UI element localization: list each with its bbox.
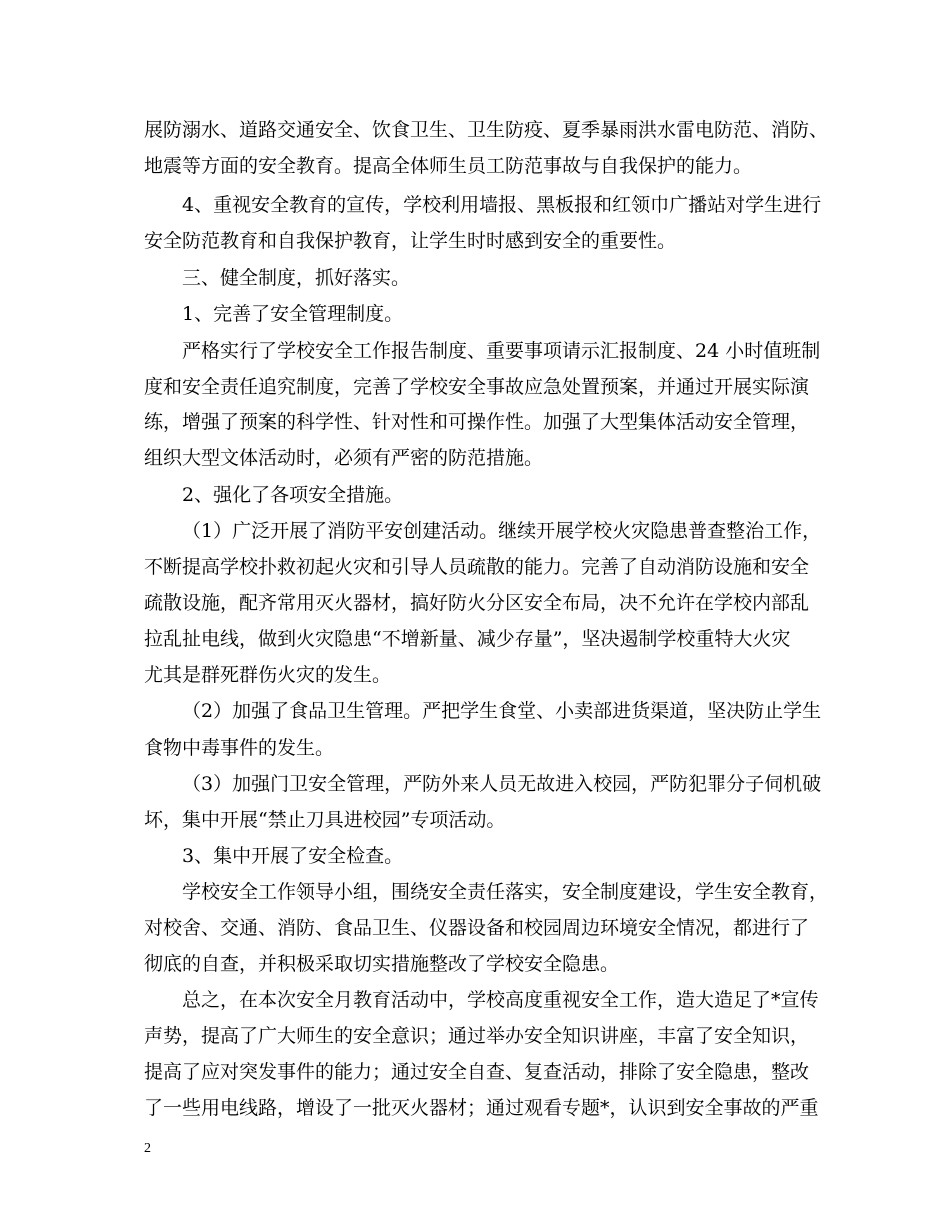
page-number: 2 [144, 1141, 151, 1156]
text-line: 疏散设施，配齐常用灭火器材，搞好防火分区安全布局，决不允许在学校内部乱 [144, 592, 810, 614]
text-line: 尤其是群死群伤火灾的发生。 [144, 664, 392, 686]
subsection-heading: 1、完善了安全管理制度。 [182, 303, 404, 325]
text-line: 坏，集中开展“禁止刀具进校园”专项活动。 [144, 809, 506, 831]
text-line: 安全防范教育和自我保护教育，让学生时时感到安全的重要性。 [144, 230, 677, 252]
text-line: 4、重视安全教育的宣传，学校利用墙报、黑板报和红领巾广播站对学生进行 [182, 194, 822, 216]
text-line: 不断提高学校扑救初起火灾和引导人员疏散的能力。完善了自动消防设施和安全 [144, 556, 810, 578]
text-line: 练，增强了预案的科学性、针对性和可操作性。加强了大型集体活动安全管理， [144, 411, 810, 433]
text-line: 严格实行了学校安全工作报告制度、重要事项请示汇报制度、24 小时值班制 [182, 340, 821, 362]
text-line: 学校安全工作领导小组，围绕安全责任落实，安全制度建设，学生安全教育， [182, 881, 829, 903]
text-line: 总之，在本次安全月教育活动中，学校高度重视安全工作，造大造足了*宣传 [182, 989, 819, 1011]
text-line: 提高了应对突发事件的能力；通过安全自查、复查活动，排除了安全隐患，整改 [144, 1061, 810, 1083]
text-line: 拉乱扯电线，做到火灾隐患“不增新量、减少存量”，坚决遏制学校重特大火灾 [144, 628, 791, 650]
text-line: 食物中毒事件的发生。 [144, 737, 335, 759]
text-line: （3）加强门卫安全管理，严防外来人员无故进入校园，严防犯罪分子伺机破 [182, 773, 822, 795]
subsection-heading: 2、强化了各项安全措施。 [182, 484, 404, 506]
text-line: 了一些用电线路，增设了一批灭火器材；通过观看专题*，认识到安全事故的严重 [144, 1097, 819, 1119]
section-heading: 三、健全制度，抓好落实。 [182, 267, 411, 289]
text-line: 地震等方面的安全教育。提高全体师生员工防范事故与自我保护的能力。 [144, 155, 753, 177]
text-line: 对校舍、交通、消防、食品卫生、仪器设备和校园周边环境安全情况，都进行了 [144, 917, 810, 939]
text-line: （1）广泛开展了消防平安创建活动。继续开展学校火灾隐患普查整治工作， [182, 520, 822, 542]
text-line: 声势，提高了广大师生的安全意识；通过举办安全知识讲座，丰富了安全知识， [144, 1025, 810, 1047]
text-line: 彻底的自查，并积极采取切实措施整改了学校安全隐患。 [144, 953, 620, 975]
text-line: （2）加强了食品卫生管理。严把学生食堂、小卖部进货渠道，坚决防止学生 [182, 700, 822, 722]
text-line: 展防溺水、道路交通安全、饮食卫生、卫生防疫、夏季暴雨洪水雷电防范、消防、 [144, 119, 829, 141]
subsection-heading: 3、集中开展了安全检查。 [182, 845, 404, 867]
text-line: 组织大型文体活动时，必须有严密的防范措施。 [144, 447, 544, 469]
text-line: 度和安全责任追究制度，完善了学校安全事故应急处置预案，并通过开展实际演 [144, 376, 810, 398]
